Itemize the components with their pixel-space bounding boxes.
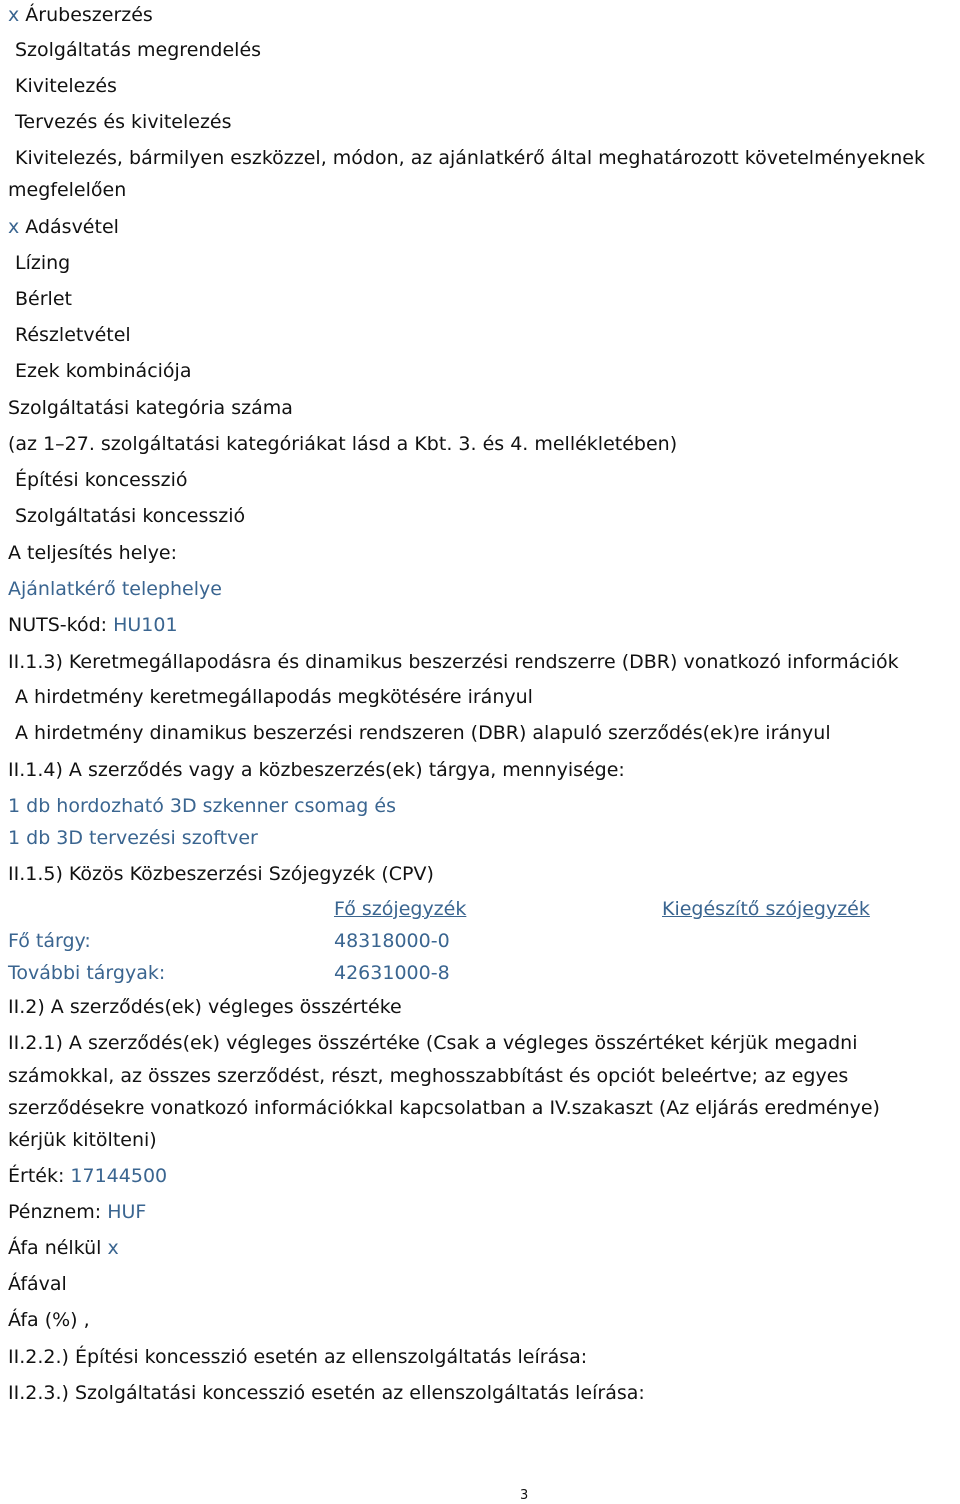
subject-line-2: 1 db 3D tervezési szoftver xyxy=(8,827,258,849)
nuts-value: HU101 xyxy=(113,614,178,636)
sale-selected-mark: x xyxy=(8,216,20,238)
page-number: 3 xyxy=(520,1488,529,1503)
service-category-label: Szolgáltatási kategória száma xyxy=(8,397,293,419)
total-value-description-1: II.2.1) A szerződés(ek) végleges összértéke (Csak a végleges összértéket kérjük megadni xyxy=(8,1032,858,1054)
place-value: Ajánlatkérő telephelye xyxy=(8,578,222,600)
total-value-description-2: számokkal, az összes szerződést, részt, meghosszabbítást és opciót beleértve; az egyes xyxy=(8,1065,849,1087)
place-label: A teljesítés helye: xyxy=(8,542,178,564)
execution-option: Kivitelezés xyxy=(15,75,117,97)
net-selected-mark: x xyxy=(107,1237,119,1259)
purchase-selected-mark: x xyxy=(8,4,20,26)
framework-heading: II.1.3) Keretmegállapodásra és dinamikus beszerzési rendszerre (DBR) vonatkozó információk xyxy=(8,651,899,673)
rent-option: Bérlet xyxy=(15,288,72,310)
cpv-main-object-code: 48318000-0 xyxy=(334,930,450,952)
service-category-note: (az 1–27. szolgáltatási kategóriákat lásd a Kbt. 3. és 4. mellékletében) xyxy=(8,433,678,455)
service-concession-option: Szolgáltatási koncesszió xyxy=(15,505,246,527)
total-value-description-4: kérjük kitölteni) xyxy=(8,1129,157,1151)
works-concession-option: Építési koncesszió xyxy=(15,469,188,491)
amount-label: Érték: xyxy=(8,1165,65,1187)
gross-label: Áfával xyxy=(8,1273,67,1295)
leasing-option: Lízing xyxy=(15,252,71,274)
hire-purchase-option: Részletvétel xyxy=(15,324,131,346)
cpv-main-object-label: Fő tárgy: xyxy=(8,930,91,952)
combination-option: Ezek kombinációja xyxy=(15,360,192,382)
nuts-label: NUTS-kód: xyxy=(8,614,108,636)
framework-option-1: A hirdetmény keretmegállapodás megkötésére irányul xyxy=(15,686,533,708)
total-value-heading: II.2) A szerződés(ek) végleges összértéke xyxy=(8,996,402,1018)
total-value-description-3: szerződésekre vonatkozó információkkal kapcsolatban a IV.szakaszt (Az eljárás eredménye) xyxy=(8,1097,880,1119)
execution-any-option: Kivitelezés, bármilyen eszközzel, módon, az ajánlatkérő által meghatározott követelményeknek xyxy=(15,147,925,169)
currency-label: Pénznem: xyxy=(8,1201,102,1223)
amount-row xyxy=(8,1164,167,1188)
nuts-code xyxy=(8,613,178,637)
works-concession-description: II.2.2.) Építési koncesszió esetén az ellenszolgáltatás leírása: xyxy=(8,1346,588,1368)
purchase-option xyxy=(8,3,153,27)
sale-option xyxy=(8,215,119,239)
vat-percent-label: Áfa (%) , xyxy=(8,1309,90,1331)
currency-row xyxy=(8,1200,146,1224)
execution-any-option-cont: megfelelően xyxy=(8,179,127,201)
service-order-option: Szolgáltatás megrendelés xyxy=(15,39,262,61)
design-execution-option: Tervezés és kivitelezés xyxy=(15,111,232,133)
cpv-other-objects-label: További tárgyak: xyxy=(8,962,166,984)
amount-value: 17144500 xyxy=(70,1165,168,1187)
subject-heading: II.1.4) A szerződés vagy a közbeszerzés(ek) tárgya, mennyisége: xyxy=(8,759,625,781)
cpv-heading: II.1.5) Közös Közbeszerzési Szójegyzék (CPV) xyxy=(8,863,434,885)
cpv-main-vocabulary-header: Fő szójegyzék xyxy=(334,898,467,920)
framework-option-2: A hirdetmény dinamikus beszerzési rendszeren (DBR) alapuló szerződés(ek)re irányul xyxy=(15,722,831,744)
purchase-label: Árubeszerzés xyxy=(25,4,153,26)
cpv-supplementary-vocabulary-header: Kiegészítő szójegyzék xyxy=(662,898,870,920)
cpv-other-objects-code: 42631000-8 xyxy=(334,962,450,984)
service-concession-description: II.2.3.) Szolgáltatási koncesszió esetén az ellenszolgáltatás leírása: xyxy=(8,1382,645,1404)
net-label: Áfa nélkül xyxy=(8,1237,102,1259)
sale-label: Adásvétel xyxy=(25,216,119,238)
net-row xyxy=(8,1236,119,1260)
currency-value: HUF xyxy=(107,1201,147,1223)
subject-line-1: 1 db hordozható 3D szkenner csomag és xyxy=(8,795,396,817)
